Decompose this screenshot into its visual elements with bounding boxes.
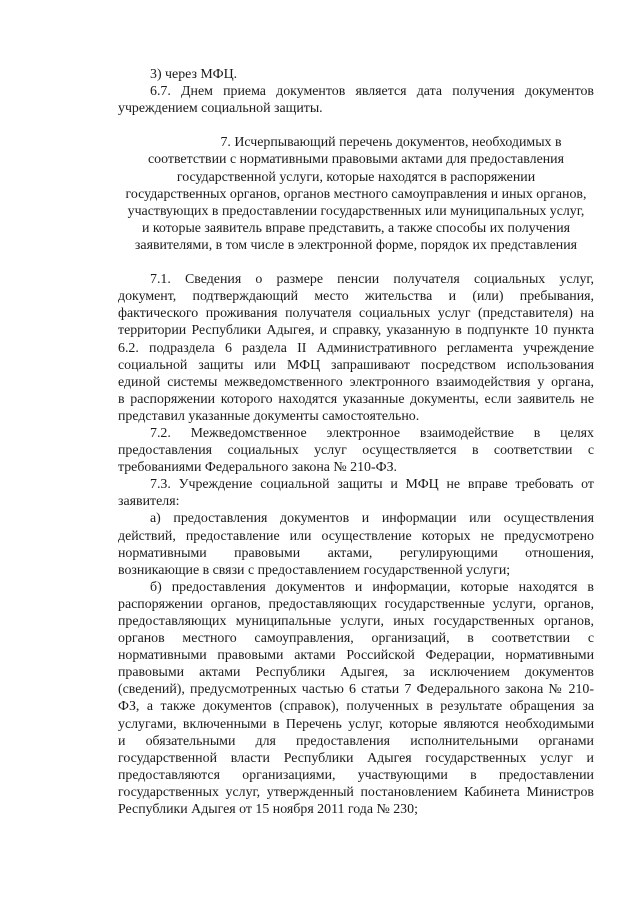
- text-line: 3) через МФЦ.: [150, 67, 238, 82]
- text-line: единой системы межведомственного электронного взаимодействия у органа,: [118, 374, 594, 390]
- text-line: 6.2. подраздела 6 раздела II Административного регламента учреждение: [118, 340, 594, 356]
- text-line: распоряжении органов, предоставляющих государственные услуги, органов,: [118, 596, 594, 612]
- text-line: фактического проживания получателя социальных услуг (представителя) на: [118, 306, 594, 322]
- text-line: и обязательными для предоставления исполнительными органами: [118, 733, 594, 749]
- text-line: нормативными правовыми актами Российской Федерации, нормативными: [118, 648, 594, 664]
- section-heading-line: участвующих в предоставлении государственных или муниципальных услуг,: [127, 203, 585, 219]
- text-line: государственных услуг, утвержденный постановлением Кабинета Министров: [118, 784, 594, 800]
- blank-line: [118, 117, 594, 134]
- text-line: Республики Адыгея от 15 ноября 2011 года № 230;: [118, 802, 418, 818]
- document-page: [118, 66, 594, 818]
- text-line: представил указанные документы самостоятельно.: [118, 408, 420, 424]
- text-line: действий, предоставление или осуществление которых не предусмотрено: [118, 528, 594, 544]
- text-line: правовыми актами Республики Адыгея, за исключением документов: [118, 665, 594, 681]
- text-line: органов местного самоуправления, организаций, в соответствии с: [118, 631, 594, 647]
- text-line: 6.7. Днем приема документов является дата получения документов: [150, 84, 594, 100]
- text-line: 7.2. Межведомственное электронное взаимодействие в целях: [150, 425, 594, 441]
- text-line: предоставляются организациями, участвующими в предоставлении: [118, 767, 594, 783]
- text-line: (сведений), предусмотренных частью 6 статьи 7 Федерального закона № 210-: [118, 682, 594, 698]
- text-line: предоставления социальных услуг осуществляется в соответствии с: [118, 443, 594, 459]
- section-heading-line: соответствии с нормативными правовыми актами для предоставления: [148, 152, 564, 168]
- text-line: требованиями Федерального закона № 210-ФЗ.: [118, 460, 397, 476]
- text-line: заявителя:: [118, 494, 180, 510]
- text-line: в распоряжении которого находятся указанные документы, если заявитель не: [118, 391, 594, 407]
- text-line: возникающие в связи с предоставлением государственной услуги;: [118, 562, 511, 578]
- text-line: 7.3. Учреждение социальной защиты и МФЦ не вправе требовать от: [150, 477, 594, 493]
- text-line: учреждением социальной защиты.: [118, 101, 323, 117]
- text-line: предоставляющих муниципальные услуги, иных государственных органов,: [118, 614, 594, 629]
- text-line: территории Республики Адыгея, и справку, указанную в подпункте 10 пункта: [118, 323, 594, 339]
- text-line: ФЗ, а также документов (справок), полученных в результате обращения за: [118, 699, 594, 715]
- section-heading-line: заявителями, в том числе в электронной форме, порядок их представления: [134, 237, 578, 253]
- section-heading-line: 7. Исчерпывающий перечень документов, необходимых в: [220, 135, 562, 151]
- text-line: б) предоставления документов и информации, которые находятся в: [150, 579, 594, 595]
- section-heading-line: и которые заявитель вправе представить, а также способы их получения: [141, 220, 571, 236]
- text-line: нормативными правовыми актами, регулирующими отношения,: [118, 545, 594, 561]
- blank-line: [118, 254, 594, 271]
- text-line: социальной защиты или МФЦ запрашивают посредством использования: [118, 357, 594, 373]
- text-line: государственной власти Республики Адыгея государственных услуг и: [118, 750, 594, 766]
- text-line: а) предоставления документов и информации или осуществления: [150, 511, 594, 527]
- section-heading-line: государственной услуги, которые находятся в распоряжении: [176, 169, 536, 185]
- text-line: услугами, включенными в Перечень услуг, которые являются необходимыми: [118, 716, 594, 732]
- text-line: 7.1. Сведения о размере пенсии получателя социальных услуг,: [150, 272, 594, 288]
- section-heading-line: государственных органов, органов местного самоуправления и иных органов,: [125, 186, 587, 202]
- text-line: документ, подтверждающий место жительства и (или) пребывания,: [118, 289, 594, 305]
